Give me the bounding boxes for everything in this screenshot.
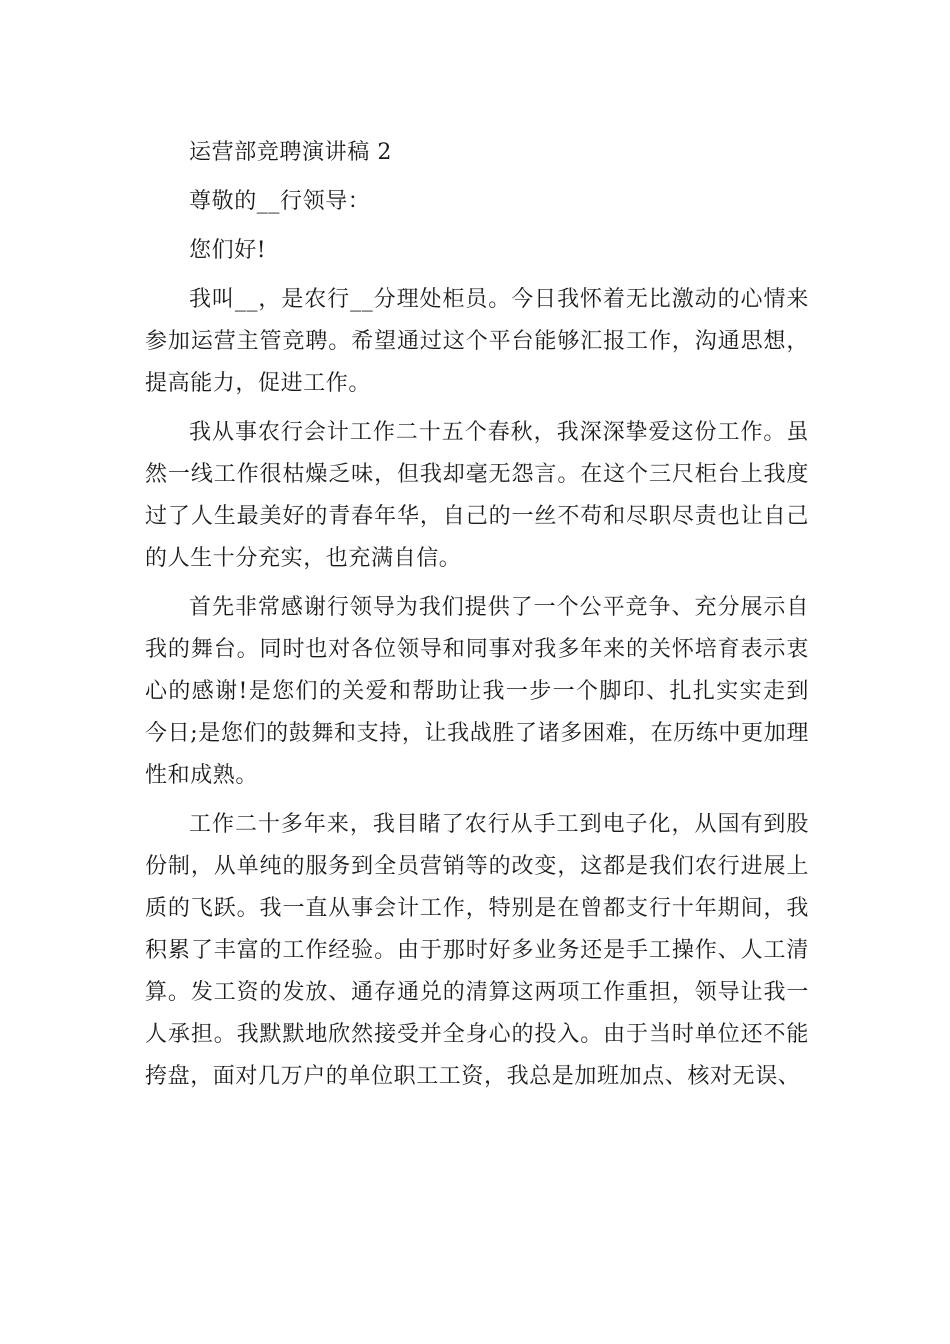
greeting: 您们好! <box>189 238 267 263</box>
paragraph-career: 我从事农行会计工作二十五个春秋，我深深挚爱这份工作。虽然一线工作很枯燥乏味，但我却毫无怨言。在这个三尺柜台上我度过了人生最美好的青春年华，自己的一丝不苟和尽职尽责也让自己的人生十分充实，也充满自信。 <box>145 420 809 571</box>
paragraph-thanks: 首先非常感谢行领导为我们提供了一个公平竞争、充分展示自我的舞台。同时也对各位领导和同事对我多年来的关怀培育表示衷心的感谢!是您们的关爱和帮助让我一步一个脚印、扎扎实实走到今日;是您们的鼓舞和支持，让我战胜了诸多困难，在历练中更加理性和成熟。 <box>145 595 809 788</box>
document-title: 运营部竞聘演讲稿 2 <box>189 140 392 165</box>
salutation: 尊敬的__行领导： <box>189 189 371 214</box>
document-body <box>145 132 809 1105</box>
paragraph-introduction: 我叫__，是农行__分理处柜员。今日我怀着无比激动的心情来参加运营主管竞聘。希望通过这个平台能够汇报工作，沟通思想，提高能力，促进工作。 <box>145 287 809 396</box>
paragraph-experience: 工作二十多年来，我目睹了农行从手工到电子化，从国有到股份制，从单纯的服务到全员营销等的改变，这都是我们农行进展上质的飞跃。我一直从事会计工作，特别是在曾都支行十年期间，我积累了丰富的工作经验。由于那时好多业务还是手工操作、人工清算。发工资的发放、通存通兑的清算这两项工作重担，领导让我一人承担。我默默地欣然接受并全身心的投入。由于当时单位还不能挎盘，面对几万户的单位职工工资，我总是加班加点、核对无误、 <box>145 812 809 1089</box>
